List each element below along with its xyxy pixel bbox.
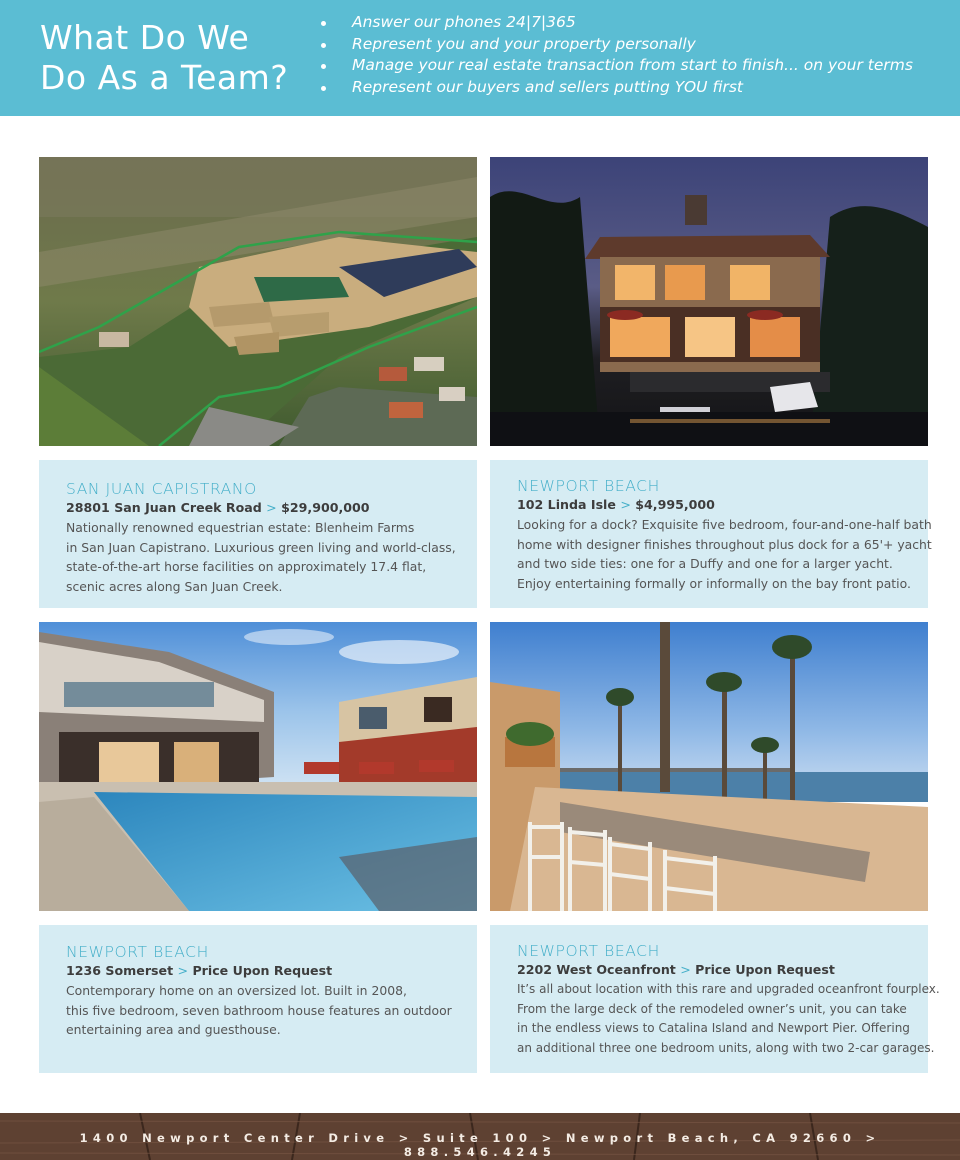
- listing-description: [66, 518, 456, 596]
- listing-card-linda-isle: [490, 460, 932, 608]
- listing-city: NEWPORT BEACH: [66, 943, 209, 961]
- listing-city: NEWPORT BEACH: [517, 942, 660, 960]
- listing-address: 102 Linda Isle: [517, 497, 616, 512]
- listing-description-line: an additional three one bedroom units, along with two 2-car garages.: [517, 1040, 935, 1055]
- listing-address: 2202 West Oceanfront: [517, 962, 676, 977]
- header-banner: [0, 0, 960, 116]
- listing-description-line: Looking for a dock? Exquisite five bedroom, four-and-one-half bath: [517, 517, 932, 532]
- team-services-list: [318, 12, 913, 98]
- listing-address: 1236 Somerset: [66, 963, 174, 978]
- listing-description-line: Nationally renowned equestrian estate: Blenheim Farms: [66, 520, 415, 535]
- listing-address-price: [66, 962, 451, 980]
- photo-somerset-pool: [39, 622, 477, 911]
- listing-description: [517, 980, 940, 1058]
- photo-equestrian-estate-aerial: [39, 157, 477, 446]
- listing-city: SAN JUAN CAPISTRANO: [66, 480, 257, 498]
- footer-contact-text: 1400 Newport Center Drive > Suite 100 > Newport Beach, CA 92660 > 888.546.4245: [79, 1131, 881, 1159]
- listing-price: Price Upon Request: [695, 962, 835, 977]
- listing-address-price: [66, 499, 451, 517]
- listing-description-line: this five bedroom, seven bathroom house features an outdoor: [66, 1002, 452, 1018]
- footer-contact-bar: [0, 1113, 960, 1160]
- listing-address-price: [517, 496, 902, 514]
- page-title: [40, 18, 310, 98]
- listing-separator: >: [177, 963, 189, 978]
- listing-address: 28801 San Juan Creek Road: [66, 500, 262, 515]
- listing-description-line: and two side ties: one for a Duffy and one for a larger yacht.: [517, 556, 893, 572]
- team-service-item: Answer our phones 24|7|365: [318, 12, 913, 34]
- listing-description-line: Enjoy entertaining formally or informally on the bay front patio.: [517, 575, 911, 591]
- listing-separator: >: [620, 497, 631, 512]
- listing-description-line: in San Juan Capistrano. Luxurious green living and world-class,: [66, 539, 456, 555]
- listing-card-somerset: [39, 925, 477, 1073]
- listing-description-line: From the large deck of the remodeled owner’s unit, you can take: [517, 1001, 907, 1016]
- listing-card-west-oceanfront: [490, 925, 940, 1073]
- team-service-item: Represent you and your property personally: [318, 34, 913, 56]
- listing-card-san-juan-capistrano: [39, 460, 477, 608]
- team-service-item: Represent our buyers and sellers putting YOU first: [318, 77, 913, 99]
- listing-city: NEWPORT BEACH: [517, 477, 660, 495]
- listing-price: Price Upon Request: [192, 963, 333, 978]
- listing-description-line: entertaining area and guesthouse.: [66, 1022, 281, 1038]
- listing-description-line: Contemporary home on an oversized lot. Built in 2008,: [66, 983, 407, 998]
- listing-description: [517, 515, 932, 593]
- listing-description-line: home with designer finishes throughout plus dock for a 65'+ yacht: [517, 536, 932, 552]
- listing-description-line: scenic acres along San Juan Creek.: [66, 578, 283, 594]
- listing-separator: >: [266, 500, 277, 515]
- listing-price: $29,900,000: [281, 500, 370, 515]
- photo-linda-isle-home-night: [490, 157, 928, 446]
- team-service-item: Manage your real estate transaction from start to finish... on your terms: [318, 55, 913, 77]
- listing-address-price: [517, 961, 902, 979]
- listing-description-line: It’s all about location with this rare and upgraded oceanfront fourplex.: [517, 982, 940, 996]
- listing-description-line: in the endless views to Catalina Island and Newport Pier. Offering: [517, 1021, 910, 1036]
- photo-oceanfront-deck: [490, 622, 928, 911]
- page-title-line-1: What Do We: [40, 18, 250, 57]
- listing-price: $4,995,000: [635, 497, 715, 512]
- listing-description-line: state-of-the-art horse facilities on approximately 17.4 flat,: [66, 559, 427, 575]
- listing-description: [66, 981, 451, 1040]
- listing-separator: >: [680, 962, 691, 977]
- page-title-line-2: Do As a Team?: [40, 58, 289, 97]
